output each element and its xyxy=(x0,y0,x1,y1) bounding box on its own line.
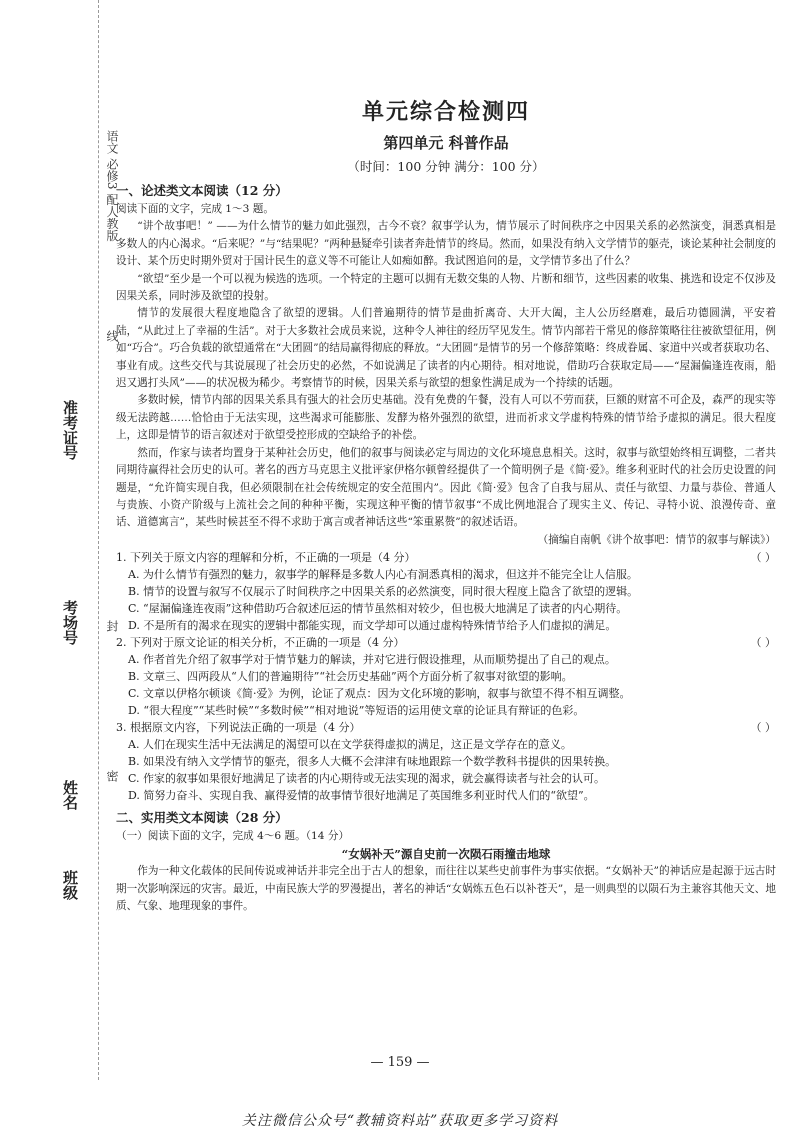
question-stem: 2. 下列对于原文论证的相关分析，不正确的一项是（4 分） xyxy=(116,635,405,649)
page-subtitle: 第四单元 科普作品 xyxy=(383,134,509,152)
option: A. 为什么情节有强烈的魅力，叙事学的解释是多数人内心有洞悉真相的渴求，但这并不能完全让人信服。 xyxy=(128,567,638,581)
option: D. 简努力奋斗、实现自我、赢得爱情的故事情节很好地满足了英国维多利亚时代人们的“欲望”。 xyxy=(128,788,595,802)
line-mark: 线 xyxy=(105,330,119,342)
paragraph: 作为一种文化载体的民间传说或神话并非完全出于古人的想象，而往往以某些史前事件为事实依据。“女娲补天”的神话应是起源于远古时期一次影响深远的灾害。最近，中南民族大学的罗漫提出，著名的神话“女娲炼五色石以补苍天”，是一则典型的以陨石为主兼容其他天文、地质、气象、地理现象的事件。 xyxy=(116,865,776,912)
question-3 xyxy=(116,719,776,736)
option: C. 文章以伊格尔顿谈《简·爱》为例，论证了观点：因为文化环境的影响，叙事与欲望不得不相互调整。 xyxy=(128,686,631,700)
exam-meta: （时间：100 分钟 满分：100 分） xyxy=(347,159,545,174)
section-heading-2: 二、实用类文本阅读（28 分） xyxy=(116,809,288,825)
option: D. “很大程度”“某些时候”“多数时候”“相对地说”等短语的运用使文章的论证具有辩证的色彩。 xyxy=(128,703,585,717)
binding-line xyxy=(98,0,99,1080)
name-field: 姓名 xyxy=(61,780,79,810)
paragraph: 情节的发展很大程度地隐含了欲望的逻辑。人们普遍期待的情节是曲折离奇、大开大阖，主人公历经磨难，最后功德圆满，平安着陆，“从此过上了幸福的生活”。对于大多数社会成员来说，这种令人神往的经历罕见发生。情节内部若干常见的修辞策略往往被欲望征用，例如“巧合”。巧合负载的欲望通常在“大团圆”的结局赢得彻底的释放。“大团圆”是情节的另一个修辞策略：终成眷属、家道中兴或者获取功名、事业有成。这些交代与其说展现了社会历史的必然，不如说满足了读者的内心期待。相对地说，借助巧合获取定局——“屋漏偏逢连夜雨，船迟又遇打头风”——的状况极为稀少。考察情节的时候，因果关系与欲望的想象性满足成为一个持续的话题。 xyxy=(116,307,776,390)
option: B. 如果没有纳入文学情节的躯壳，很多人大概不会津津有味地跟踪一个数学教科书提供的因果转换。 xyxy=(128,754,617,768)
option: D. 不是所有的渴求在现实的逻辑中都能实现，而文学却可以通过虚构特殊情节给予人们虚拟的满足。 xyxy=(128,618,617,632)
option: C. “屋漏偏逢连夜雨”这种借助巧合叙述厄运的情节虽然相对较少，但也极大地满足了读者的内心期待。 xyxy=(128,601,628,615)
answer-blank: （ ） xyxy=(750,635,776,649)
paragraph: “讲个故事吧！” ——为什么情节的魅力如此强烈，古今不衰？叙事学认为，情节展示了时间秩序之中因果关系的必然演变，洞悉真相是多数人的内心渴求。“后来呢？”与“结果呢？”两种悬疑牵引读者奔赴情节的终局。然而，如果没有纳入文学情节的躯壳，谈论某种社会制度的设计、某个历史时期外贸对于国计民生的意义等不可能让人如痴如醉。我试图追问的是，文学情节多出了什么？ xyxy=(116,220,776,268)
question-1 xyxy=(116,549,776,566)
page-number: — 159 — xyxy=(370,1055,430,1070)
footer-note: 关注微信公众号“教辅资料站”获取更多学习资料 xyxy=(241,1113,559,1129)
section-heading-1: 一、论述类文本阅读（12 分） xyxy=(116,183,288,198)
source-citation: （摘编自南帆《讲个故事吧：情节的叙事与解读》） xyxy=(537,533,776,546)
answer-blank: （ ） xyxy=(750,720,776,734)
question-stem: 3. 根据原文内容，下列说法正确的一项是（4 分） xyxy=(116,720,361,734)
paragraph: “欲望”至少是一个可以视为候选的选项。一个特定的主题可以拥有无数交集的人物、片断和细节，这些因素的收集、挑选和设定不仅涉及因果关系，同时涉及欲望的投射。 xyxy=(116,272,776,303)
article-title: “女娲补天”源自史前一次陨石雨撞击地球 xyxy=(341,847,551,862)
option: B. 情节的设置与叙写不仅展示了时间秩序之中因果关系的必然演变，同时很大程度上隐含了欲望的逻辑。 xyxy=(128,584,639,598)
answer-blank: （ ） xyxy=(750,550,776,564)
class-field: 班级 xyxy=(61,870,79,900)
option: B. 文章三、四两段从“人们的普遍期待”“社会历史基础”两个方面分析了叙事对欲望的影响。 xyxy=(128,669,573,683)
section-intro-1: 阅读下面的文字，完成 1～3 题。 xyxy=(116,203,274,215)
question-2 xyxy=(116,634,776,651)
subject-label: 语文 必修3 配人教版 xyxy=(105,130,119,242)
option: A. 人们在现实生活中无法满足的渴望可以在文学获得虚拟的满足，这正是文学存在的意义。 xyxy=(128,737,572,751)
option: C. 作家的叙事如果很好地满足了读者的内心期待或无法实现的渴求，就会赢得读者与社会的认可。 xyxy=(128,771,606,785)
section-intro-2: （一）阅读下面的文字，完成 4～6 题。（14 分） xyxy=(116,829,350,842)
option: A. 作者首先介绍了叙事学对于情节魅力的解读，并对它进行假设推理，从而顺势提出了自己的观点。 xyxy=(128,652,616,666)
exam-room-field: 考场号 xyxy=(61,600,79,645)
page-title: 单元综合检测四 xyxy=(361,99,530,125)
exam-number-field: 准考证号 xyxy=(61,400,79,460)
close-mark: 密 xyxy=(105,770,119,782)
paragraph: 多数时候，情节内部的因果关系具有强大的社会历史基础。没有免费的午餐，没有人可以不劳而获，巨额的财富不可企及，森严的现实等级无法跨越……恰恰由于无法实现，这些渴求可能膨胀、发酵为格外强烈的欲望，进而祈求文学虚构特殊的情节给予虚拟的满足。很大程度上，这即是情节的语言叙述对于欲望受控形成的空缺给予的补偿。 xyxy=(116,394,776,442)
question-stem: 1. 下列关于原文内容的理解和分析，不正确的一项是（4 分） xyxy=(116,550,416,564)
seal-mark: 封 xyxy=(105,620,119,632)
document-body xyxy=(116,95,776,915)
paragraph: 然而，作家与读者均置身于某种社会历史，他们的叙事与阅读必定与周边的文化环境息息相关。这时，叙事与欲望始终相互调整，二者共同期待赢得社会历史的认可。著名的西方马克思主义批评家伊格尔顿曾经提供了一个简明例子是《简·爱》。维多利亚时代的社会历史设置的问题是，“允许简实现自我，但必须限制在社会传统规定的安全范围内”。因此《简·爱》包含了自我与屈从、责任与欲望、力量与恭俭、普通人与贵族、小资产阶级与上流社会之间的种种平衡，实现这种平衡的情节叙事“不成比例地混合了现实主义、传记、寻特小说、浪漫传奇、童话、道德寓言”，某些时候甚至不得不求助于寓言或者神话这些“笨重累赘”的叙述话语。 xyxy=(116,446,776,529)
